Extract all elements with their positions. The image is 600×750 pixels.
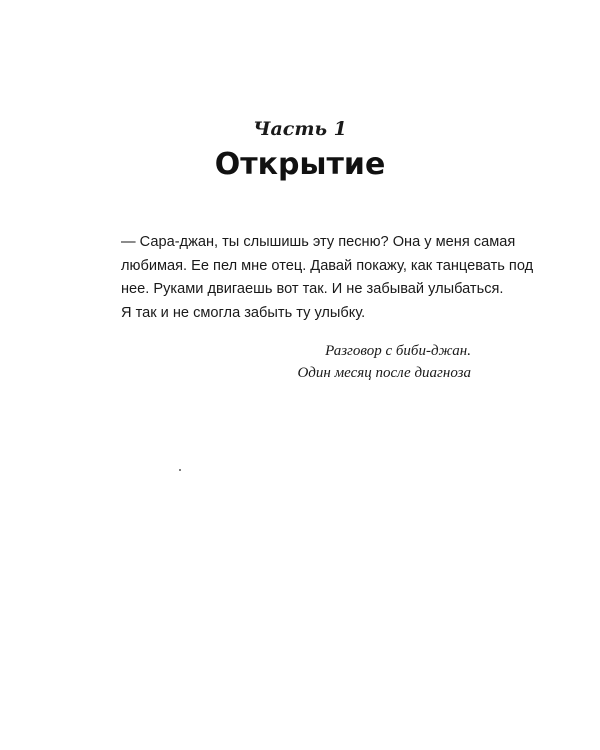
scan-speck (179, 469, 181, 471)
epigraph-line: — Сара-джан, ты слышишь эту песню? Она у меня самая (121, 234, 516, 250)
epigraph-attribution (297, 340, 471, 384)
attribution-line: Разговор с биби-джан. (325, 343, 471, 359)
epigraph-line: Я так и не смогла забыть ту улыбку. (121, 304, 366, 321)
epigraph-line: нее. Руками двигаешь вот так. И не забывай улыбаться. (121, 281, 504, 297)
chapter-title: Открытие (214, 147, 386, 182)
attribution-line: Один месяц после диагноза (297, 365, 471, 381)
epigraph-line: любимая. Ее пел мне отец. Давай покажу, как танцевать под (121, 257, 534, 274)
epigraph-quote (121, 231, 534, 325)
part-label: Часть 1 (253, 118, 347, 140)
